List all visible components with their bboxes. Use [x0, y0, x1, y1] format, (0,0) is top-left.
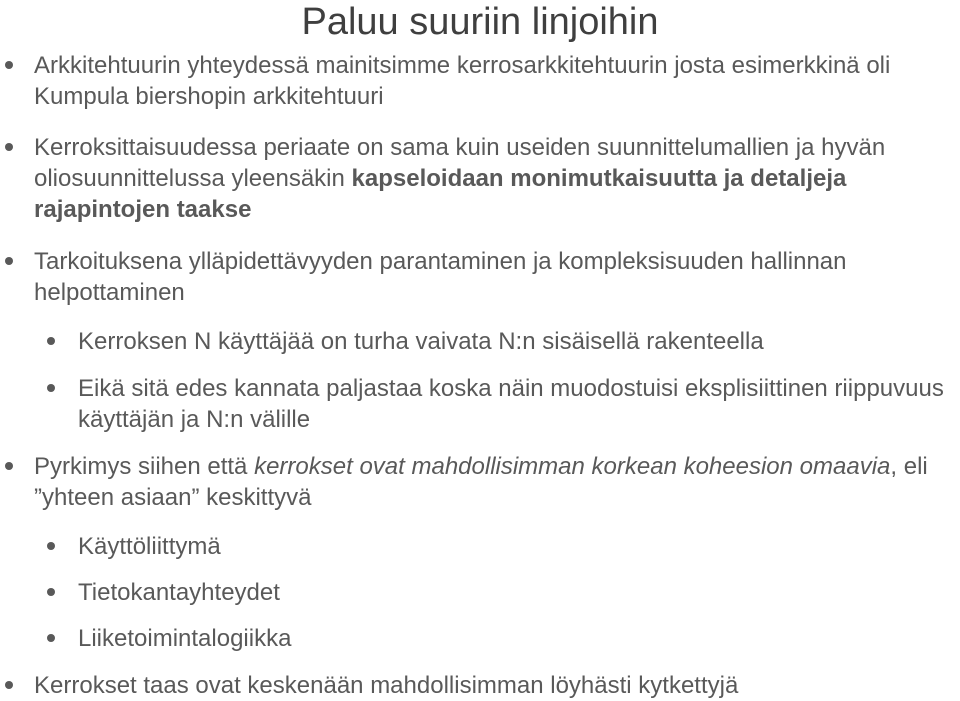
- bullet-dot-icon: [47, 588, 55, 596]
- bullet-dot-icon: [5, 257, 13, 265]
- bullet-dot-icon: [47, 337, 55, 345]
- sub-bullet-text: Liiketoimintalogiikka: [78, 625, 292, 652]
- bullet-text: [34, 451, 954, 513]
- bullet-dot-icon: [5, 462, 13, 470]
- bullet-text-plain: Pyrkimys siihen että: [34, 453, 255, 480]
- slide-title: Paluu suuriin linjoihin: [301, 1, 659, 43]
- bullet-text: [34, 132, 954, 225]
- bullet-dot-icon: [5, 143, 13, 151]
- bullet-dot-icon: [5, 61, 13, 69]
- bullet-text-bold: kapseloidaan monimutkaisuutta ja detaljeja rajapintojen taakse: [34, 165, 847, 223]
- sub-bullet-text: Käyttöliittymä: [78, 533, 221, 560]
- bullet-dot-icon: [47, 634, 55, 642]
- bullet-text: Tarkoituksena ylläpidettävyyden parantaminen ja kompleksisuuden hallinnan helpottaminen: [34, 248, 847, 306]
- sub-bullet-text: Tietokantayhteydet: [78, 579, 280, 606]
- bullet-dot-icon: [47, 542, 55, 550]
- bullet-text-plain: Kerroksittaisuudessa periaate on sama kuin useiden suunnittelumallien ja hyvän oliosuunnittelussa yleensäkin: [34, 134, 886, 192]
- bullet-dot-icon: [47, 384, 55, 392]
- bullet-text: Kerrokset taas ovat keskenään mahdollisimman löyhästi kytkettyjä: [34, 672, 739, 699]
- bullet-text-plain: , eli ”yhteen asiaan” keskittyvä: [34, 453, 928, 511]
- sub-bullet-text: Kerroksen N käyttäjää on turha vaivata N:n sisäisellä rakenteella: [78, 328, 764, 355]
- bullet-text-italic: kerrokset ovat mahdollisimman korkean koheesion omaavia: [254, 453, 891, 480]
- bullet-dot-icon: [5, 681, 13, 689]
- bullet-text: Arkkitehtuurin yhteydessä mainitsimme kerrosarkkitehtuurin josta esimerkkinä oli Kumpula biershopin arkkitehtuuri: [34, 52, 891, 110]
- sub-bullet-text: Eikä sitä edes kannata paljastaa koska näin muodostuisi eksplisiittinen riippuvuus käyttäjän ja N:n välille: [78, 375, 944, 433]
